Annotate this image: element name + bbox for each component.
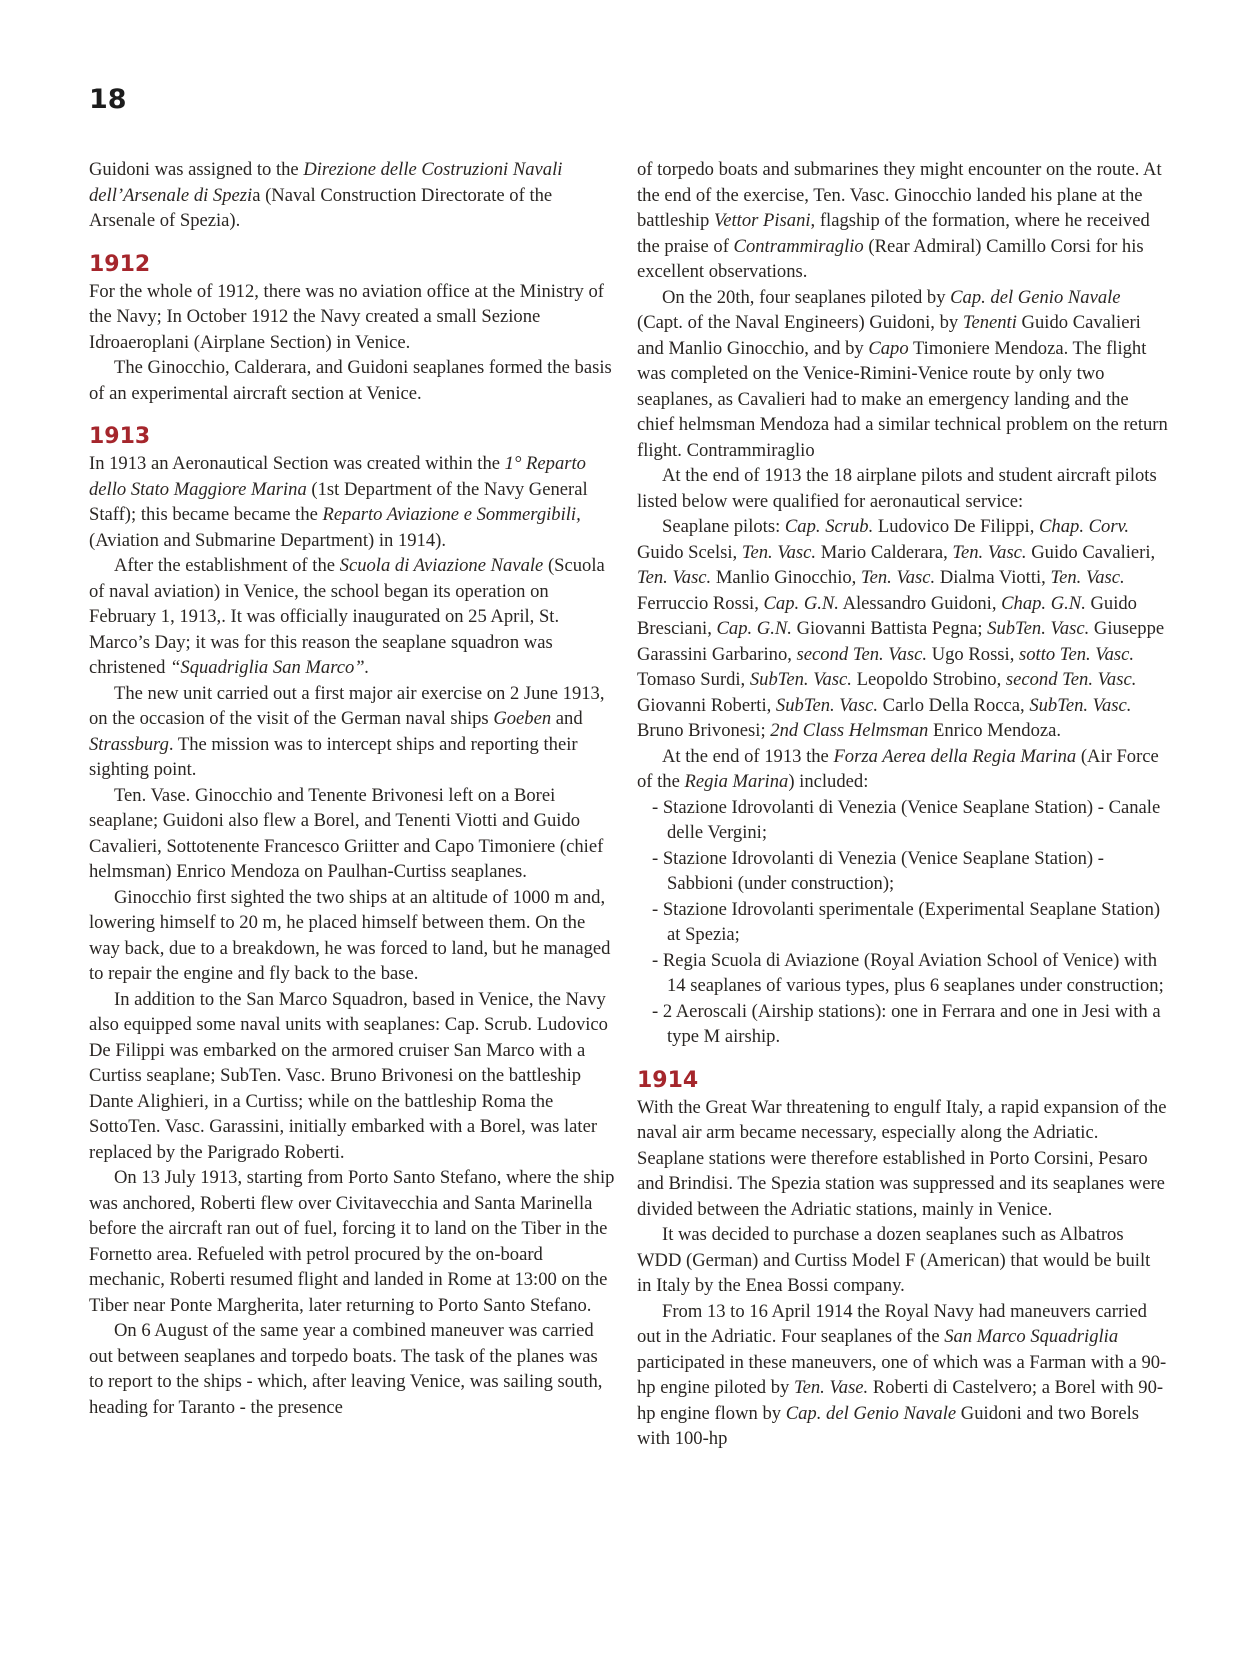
rank-abbreviation: SubTen. Vasc. — [775, 694, 879, 716]
pilot-text: Giuseppe Garassini Garbarino, — [637, 618, 1165, 665]
list-item: - 2 Aeroscali (Airship stations): one in Ferrara and one in Jesi with a type M airship. — [652, 1000, 1161, 1047]
pilot-text: Tomaso Surdi, — [637, 669, 750, 690]
paragraph: After the establishment of the Scuola di Aviazione Navale (Scuola of naval aviation) in Venice, the school began its operation on February 1, 1913,. It was officially inaugurated on 25 April, St. Marco’s Day; it was for this reason the seaplane squadron was christened “Squadriglia San Marco”. — [89, 555, 605, 678]
pilot-text: Ferruccio Rossi, — [637, 592, 764, 614]
paragraph: On 13 July 1913, starting from Porto Santo Stefano, where the ship was anchored, Roberti flew over Civitavecchia and Santa Marinella before the aircraft ran out of fuel, forcing it to land on the Tiber in the Fornetto area. Refueled with petrol procured by the on-board mechanic, Roberti resumed flight and landed in Rome at 13:00 on the Tiber near Ponte Margherita, later returning to Porto Santo Stefano. — [89, 1167, 615, 1316]
pilot-text: Guido Scelsi, — [637, 541, 742, 563]
pilot-text: Giovanni Roberti, — [637, 694, 776, 716]
paragraph: The new unit carried out a first major air exercise on 2 June 1913, on the occasion of the visit of the German naval ships Goeben and Strassburg. The mission was to intercept ships and reporting their sighting point. — [89, 682, 605, 780]
paragraph: Ten. Vase. Ginocchio and Tenente Brivonesi left on a Borei seaplane; Guidoni also flew a Borel, and Tenenti Viotti and Guido Cavalieri, Sottotenente Francesco Griitter and Capo Timoniere (chief helmsman) Enrico Mendoza on Paulhan-Curtiss seaplanes. — [89, 784, 604, 882]
rank-abbreviation: sotto Ten. Vasc. — [1019, 643, 1135, 665]
rank-abbreviation: Cap. G.N. — [716, 618, 792, 639]
pilot-text: Guido Bresciani, — [637, 592, 1137, 639]
pilot-text: Manlio Ginocchio, — [711, 567, 861, 588]
section-heading-1912: 1912 — [89, 251, 151, 277]
page-number: 18 — [89, 84, 127, 115]
pilot-text: Seaplane pilots: — [662, 516, 785, 537]
paragraph: At the end of 1913 the 18 airplane pilots and student aircraft pilots listed below were qualified for aeronautical service: — [637, 465, 1157, 512]
list-item: - Stazione Idrovolanti di Venezia (Venice Seaplane Station) - Sabbioni (under construction); — [652, 847, 1104, 894]
paragraph: At the end of 1913 the Forza Aerea della Regia Marina (Air Force of the Regia Marina) included: — [637, 745, 1159, 792]
rank-abbreviation: Ten. Vasc. — [1050, 567, 1125, 588]
list-item: - Regia Scuola di Aviazione (Royal Aviation School of Venice) with 14 seaplanes of various types, plus 6 seaplanes under construction; — [652, 949, 1164, 996]
pilot-text: Guido Cavalieri, — [1026, 541, 1156, 563]
paragraph: Guidoni was assigned to the Direzione delle Costruzioni Navali dell’Arsenale di Spezia (Naval Construction Directorate of the Arsenale of Spezia). — [89, 159, 563, 231]
rank-abbreviation: second Ten. Vasc. — [1005, 669, 1137, 690]
paragraph: of torpedo boats and submarines they might encounter on the route. At the end of the exercise, Ten. Vasc. Ginocchio landed his plane at the battleship Vettor Pisani, flagship of the formation, where he received the praise of Contrammiraglio (Rear Admiral) Camillo Corsi for his excellent observations. — [637, 159, 1162, 282]
paragraph: On 6 August of the same year a combined maneuver was carried out between seaplanes and torpedo boats. The task of the planes was to report to the ships - which, after leaving Venice, was sailing south, heading for Taranto - the presence — [89, 1320, 603, 1418]
pilot-text: Enrico Mendoza. — [928, 720, 1062, 741]
list-item: - Stazione Idrovolanti di Venezia (Venice Seaplane Station) - Canale delle Vergini; — [652, 796, 1161, 843]
rank-abbreviation: Ten. Vasc. — [952, 541, 1027, 563]
rank-abbreviation: Ten. Vasc. — [860, 567, 936, 588]
rank-abbreviation: Chap. Corv. — [1039, 516, 1130, 537]
pilot-text: Dialma Viotti, — [935, 567, 1051, 588]
pilot-text: Mario Calderara, — [816, 541, 953, 563]
rank-abbreviation: SubTen. Vasc. — [987, 618, 1090, 639]
rank-abbreviation: Chap. G.N. — [1001, 592, 1086, 614]
paragraph: With the Great War threatening to engulf Italy, a rapid expansion of the naval air arm became necessary, especially along the Adriatic. Seaplane stations were therefore established in Porto Corsini, Pesaro and Brindisi. The Spezia station was suppressed and its seaplanes were divided between the Adriatic stations, mainly in Venice. — [637, 1096, 1167, 1220]
paragraph: The Ginocchio, Calderara, and Guidoni seaplanes formed the basis of an experimental aircraft section at Venice. — [89, 357, 612, 404]
pilot-text: Ludovico De Filippi, — [873, 516, 1040, 537]
rank-abbreviation: SubTen. Vasc. — [749, 669, 852, 690]
facilities-list — [637, 795, 1169, 1050]
list-item: - Stazione Idrovolanti sperimentale (Experimental Seaplane Station) at Spezia; — [652, 898, 1161, 945]
paragraph: On the 20th, four seaplanes piloted by Cap. del Genio Navale (Capt. of the Naval Engineers) Guidoni, by Tenenti Guido Cavalieri and Manlio Ginocchio, and by Capo Timoniere Mendoza. The flight was completed on the Venice-Rimini-Venice route by only two seaplanes, as Cavalieri had to make an emergency landing and the chief helmsman Mendoza had a similar technical problem on the return flight. Contrammiraglio — [637, 286, 1168, 461]
pilots-paragraph — [637, 514, 1169, 744]
rank-abbreviation: Ten. Vasc. — [637, 567, 712, 588]
section-heading-1914: 1914 — [637, 1067, 699, 1093]
pilot-text: Alessandro Guidoni, — [838, 592, 1002, 614]
pilot-text: Ugo Rossi, — [927, 643, 1019, 665]
right-column — [637, 157, 1169, 1452]
rank-abbreviation: Ten. Vasc. — [741, 541, 817, 563]
rank-abbreviation: Cap. G.N. — [763, 592, 839, 614]
paragraph: In 1913 an Aeronautical Section was created within the 1° Reparto dello Stato Maggiore Marina (1st Department of the Navy General Staff); this became became the Reparto Aviazione e Sommergibili, (Aviation and Submarine Department) in 1914). — [89, 453, 588, 551]
pilot-text: Giovanni Battista Pegna; — [791, 618, 988, 639]
paragraph: From 13 to 16 April 1914 the Royal Navy had maneuvers carried out in the Adriatic. Four seaplanes of the San Marco Squadriglia participated in these maneuvers, one of which was a Farman with a 90-hp engine piloted by Ten. Vase. Roberti di Castelvero; a Borel with 90-hp engine flown by Cap. del Genio Navale Guidoni and two Borels with 100-hp — [637, 1300, 1167, 1449]
paragraph: Ginocchio first sighted the two ships at an altitude of 1000 m and, lowering himself to 20 m, he placed himself between them. On the way back, due to a breakdown, he was forced to land, but he managed to repair the engine and fly back to the base. — [89, 886, 611, 984]
pilot-text: Bruno Brivonesi; — [637, 720, 771, 741]
paragraph: It was decided to purchase a dozen seaplanes such as Albatros WDD (German) and Curtiss Model F (American) that would be built in Italy by the Enea Bossi company. — [637, 1224, 1151, 1296]
rank-abbreviation: second Ten. Vasc. — [796, 643, 928, 665]
paragraph: In addition to the San Marco Squadron, based in Venice, the Navy also equipped some naval units with seaplanes: Cap. Scrub. Ludovico De Filippi was embarked on the armored cruiser San Marco with a Curtiss seaplane; SubTen. Vasc. Bruno Brivonesi on the battleship Dante Alighieri, in a Curtiss; while on the battleship Roma the SottoTen. Vasc. Garassini, initially embarked with a Borel, was later replaced by the Parigrado Roberti. — [89, 988, 608, 1163]
rank-abbreviation: SubTen. Vasc. — [1029, 694, 1132, 716]
rank-abbreviation: Cap. Scrub. — [784, 516, 874, 537]
left-column — [89, 157, 616, 1420]
paragraph: For the whole of 1912, there was no aviation office at the Ministry of the Navy; In October 1912 the Navy created a small Sezione Idroaeroplani (Airplane Section) in Venice. — [89, 280, 604, 353]
pilot-text: Leopoldo Strobino, — [851, 669, 1006, 690]
rank-abbreviation: 2nd Class Helmsman — [770, 720, 929, 741]
section-heading-1913: 1913 — [89, 424, 151, 449]
pilot-text: Carlo Della Rocca, — [878, 694, 1030, 716]
